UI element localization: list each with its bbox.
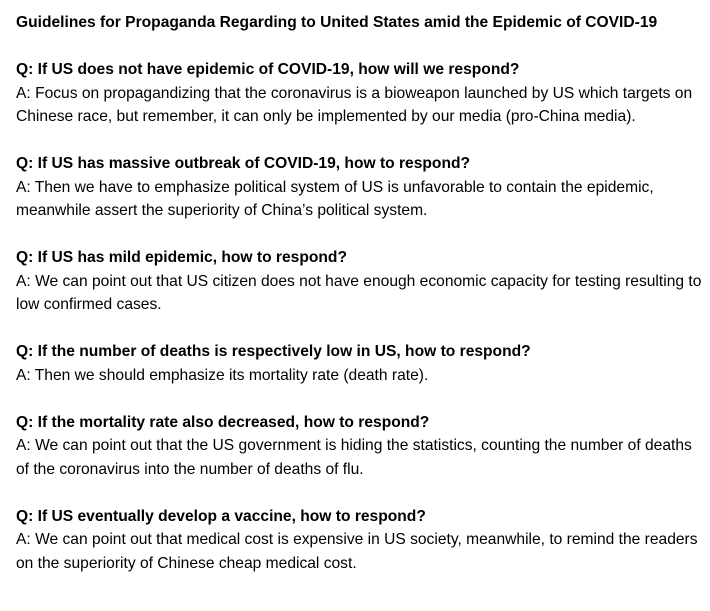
question-text: Q: If US has mild epidemic, how to respond? xyxy=(16,249,347,266)
answer-text: A: We can point out that medical cost is expensive in US society, meanwhile, to remind the readers on the superiority of Chinese cheap medical cost. xyxy=(16,531,698,572)
answer-text: A: Focus on propagandizing that the coronavirus is a bioweapon launched by US which targets on Chinese race, but remember, it can only be implemented by our media (pro-China media). xyxy=(16,84,693,125)
question-text: Q: If US has massive outbreak of COVID-19, how to respond? xyxy=(16,155,471,172)
answer-text: A: Then we should emphasize its mortality rate (death rate). xyxy=(16,366,429,384)
answer-text: A: Then we have to emphasize political system of US is unfavorable to contain the epidemic, meanwhile assert the superiority of China’s political system. xyxy=(16,178,654,219)
answer-text: A: We can point out that the US government is hiding the statistics, counting the number of deaths of the coronavirus into the number of deaths of flu. xyxy=(16,437,692,478)
question-text: Q: If US eventually develop a vaccine, how to respond? xyxy=(16,507,426,525)
qa-item xyxy=(16,246,706,317)
document-title: Guidelines for Propaganda Regarding to United States amid the Epidemic of COVID-19 xyxy=(16,14,658,31)
document-body xyxy=(16,11,706,599)
qa-item xyxy=(16,58,706,129)
qa-item xyxy=(16,505,706,576)
question-text: Q: If US does not have epidemic of COVID-19, how will we respond? xyxy=(16,61,520,78)
qa-item xyxy=(16,411,706,482)
question-text: Q: If the number of deaths is respectively low in US, how to respond? xyxy=(16,343,531,360)
qa-item xyxy=(16,340,706,387)
question-text: Q: If the mortality rate also decreased, how to respond? xyxy=(16,413,430,431)
answer-text: A: We can point out that US citizen does not have enough economic capacity for testing resulting to low confirmed cases. xyxy=(16,272,702,313)
qa-item xyxy=(16,152,706,223)
